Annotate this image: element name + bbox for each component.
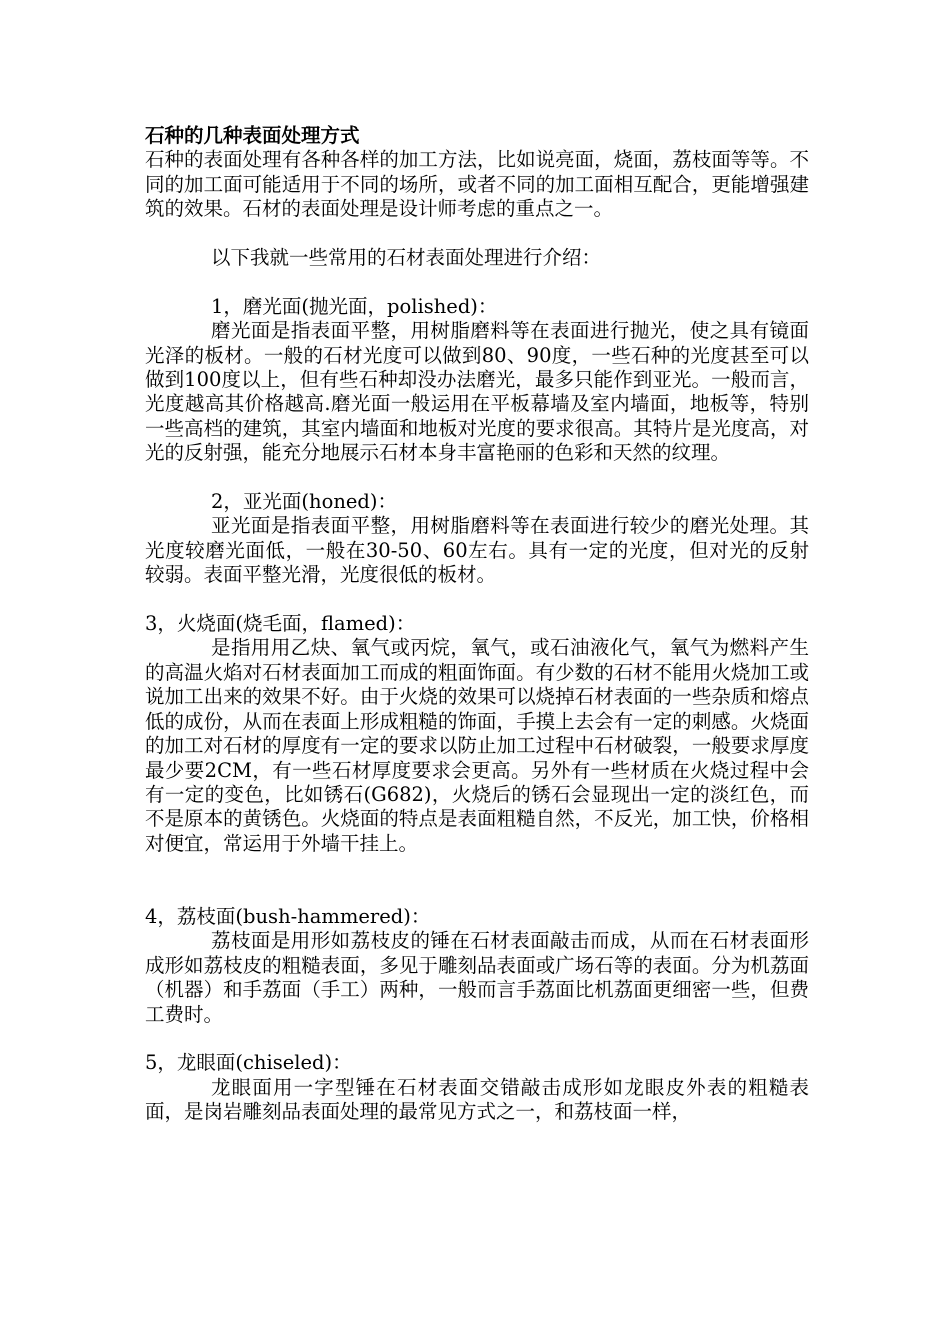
section-body-bush-hammered: 荔枝面是用形如荔枝皮的锤在石材表面敲击而成，从而在石材表面形成形如荔枝皮的粗糙表面，多见于雕刻品表面或广场石等的表面。分为机荔面（机器）和手荔面（手工）两种，一般而言手荔面比机荔面更细密一些，但费工费时。 bbox=[145, 929, 809, 1026]
section-heading-polished: 1，磨光面(抛光面，polished)： bbox=[211, 294, 498, 318]
lead-paragraph: 以下我就一些常用的石材表面处理进行介绍： bbox=[211, 246, 602, 270]
section-heading-honed: 2，亚光面(honed)： bbox=[211, 490, 398, 514]
paragraph-gap bbox=[145, 1027, 809, 1051]
paragraph-gap bbox=[145, 856, 809, 905]
document-body bbox=[145, 124, 809, 1125]
section-body-honed: 亚光面是指表面平整，用树脂磨料等在表面进行较少的磨光处理。其光度较磨光面低，一般在30-50、60左右。具有一定的光度，但对光的反射较弱。表面平整光滑，光度很低的板材。 bbox=[145, 514, 809, 587]
section-heading-flamed: 3，火烧面(烧毛面，flamed)： bbox=[145, 612, 416, 636]
paragraph-gap bbox=[145, 270, 809, 294]
document-title: 石种的几种表面处理方式 bbox=[145, 124, 360, 147]
section-body-polished: 磨光面是指表面平整，用树脂磨料等在表面进行抛光，使之具有镜面光泽的板材。一般的石材光度可以做到80、90度，一些石种的光度甚至可以做到100度以上，但有些石种却没办法磨光，最多只能作到亚光。一般而言，光度越高其价格越高.磨光面一般运用在平板幕墙及室内墙面，地板等，特别一些高档的建筑，其室内墙面和地板对光度的要求很高。其特片是光度高，对光的反射强，能充分地展示石材本身丰富艳丽的色彩和天然的纹理。 bbox=[145, 319, 809, 465]
section-body-chiseled: 龙眼面用一字型锤在石材表面交错敲击成形如龙眼皮外表的粗糙表面，是岗岩雕刻品表面处理的最常见方式之一，和荔枝面一样， bbox=[145, 1075, 809, 1124]
intro-paragraph: 石种的表面处理有各种各样的加工方法，比如说亮面，烧面，荔枝面等等。不同的加工面可能适用于不同的场所，或者不同的加工面相互配合，更能增强建筑的效果。石材的表面处理是设计师考虑的重点之一。 bbox=[145, 148, 809, 221]
section-body-flamed: 是指用用乙炔、氧气或丙烷，氧气，或石油液化气，氧气为燃料产生的高温火焰对石材表面加工而成的粗面饰面。有少数的石材不能用火烧加工或说加工出来的效果不好。由于火烧的效果可以烧掉石材表面的一些杂质和熔点低的成份，从而在表面上形成粗糙的饰面，手摸上去会有一定的刺感。火烧面的加工对石材的厚度有一定的要求以防止加工过程中石材破裂，一般要求厚度最少要2CM，有一些石材厚度要求会更高。另外有一些材质在火烧过程中会有一定的变色，比如锈石(G682)，火烧后的锈石会显现出一定的淡红色，而不是原本的黄锈色。火烧面的特点是表面粗糙自然，不反光，加工快，价格相对便宜，常运用于外墙干挂上。 bbox=[145, 636, 809, 855]
paragraph-gap bbox=[145, 588, 809, 612]
paragraph-gap bbox=[145, 222, 809, 246]
section-heading-chiseled: 5，龙眼面(chiseled)： bbox=[145, 1051, 352, 1075]
section-heading-bush-hammered: 4，荔枝面(bush-hammered)： bbox=[145, 904, 431, 928]
paragraph-gap bbox=[145, 466, 809, 490]
